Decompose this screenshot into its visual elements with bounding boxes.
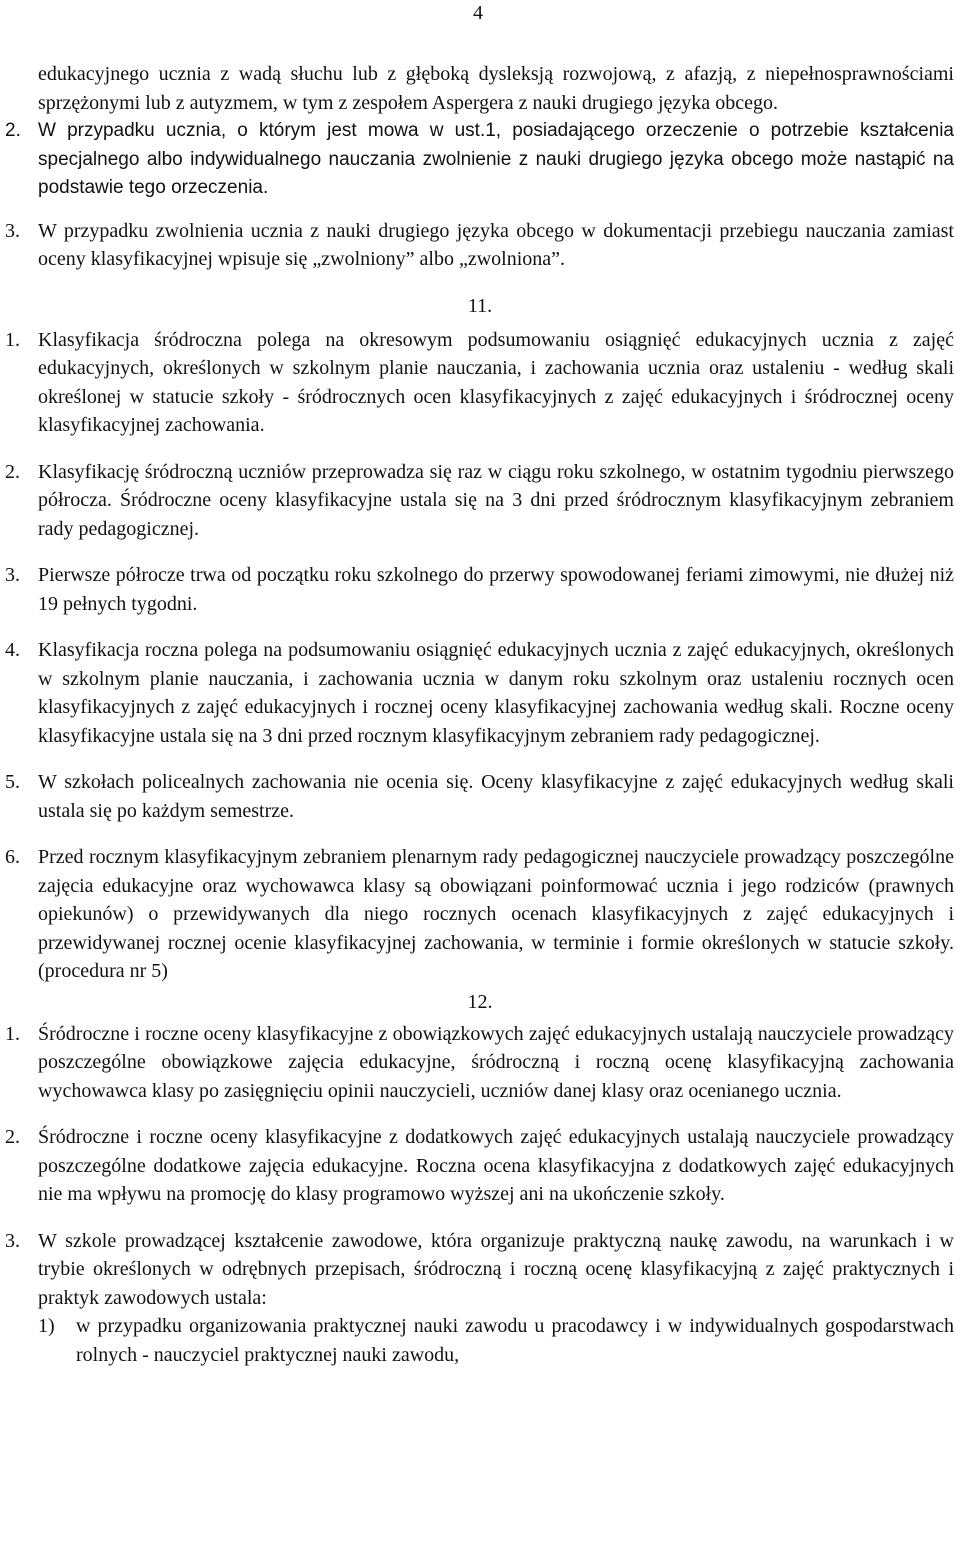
paragraph-12-2: [0, 1123, 960, 1209]
paragraph-text: Pierwsze półrocze trwa od początku roku szkolnego do przerwy spowodowanej feriami zimowymi, nie dłużej niż 19 pełnych tygodni.: [38, 564, 954, 615]
paragraph-number: 5.: [5, 771, 20, 793]
paragraph-2: [0, 117, 960, 203]
paragraph-number: 2.: [5, 120, 21, 141]
paragraph-11-2: [0, 458, 960, 544]
paragraph-text: W przypadku ucznia, o którym jest mowa w ust.1, posiadającego orzeczenie o potrzebie kształcenia specjalnego albo indywidualnego nauczania zwolnienie z nauki drugiego języka obcego może nastąpić na podstawie tego orzeczenia.: [38, 120, 954, 198]
paragraph-text: W przypadku zwolnienia ucznia z nauki drugiego języka obcego w dokumentacji przebiegu nauczania zamiast oceny klasyfikacyjnej wpisuje się „zwolniony” albo „zwolniona”.: [38, 219, 954, 270]
paragraph-11-1: [0, 326, 960, 440]
paragraph-number: 6.: [5, 846, 20, 868]
paragraph-number: 2.: [5, 460, 20, 483]
paragraph-11-5: [0, 768, 960, 825]
paragraph-12-1: [0, 1020, 960, 1106]
paragraph-text: Klasyfikację śródroczną uczniów przeprowadza się raz w ciągu roku szkolnego, w ostatnim tygodniu pierwszego półrocza. Śródroczne oceny klasyfikacyjne ustala się na 3 dni przed śródrocznym klasyfikacyjnym zebraniem rady pedagogicznej.: [38, 460, 954, 540]
section-number: 12.: [467, 990, 493, 1013]
paragraph-text: Klasyfikacja śródroczna polega na okresowym podsumowaniu osiągnięć edukacyjnych ucznia z zajęć edukacyjnych, określonych w szkolnym planie nauczania, i zachowania ucznia oraz ustaleniu - według skali określonej w statucie szkoły - śródrocznych ocen klasyfikacyjnych z zajęć edukacyjnych i śródrocznej oceny klasyfikacyjnej zachowania.: [38, 328, 954, 436]
list-item-text: w przypadku organizowania praktycznej nauki zawodu u pracodawcy i w indywidualnych gospodarstwach rolnych - nauczyciel praktycznej nauki zawodu,: [76, 1315, 954, 1366]
page-number: 4: [473, 2, 483, 24]
paragraph-text: Śródroczne i roczne oceny klasyfikacyjne z obowiązkowych zajęć edukacyjnych ustalają nauczyciele prowadzący poszczególne obowiązkowe zajęcia edukacyjne, śródroczną i roczną ocenę klasyfikacyjną zachowania wychowawca klasy po zasięgnięciu opinii nauczycieli, uczniów danej klasy oraz ocenianego ucznia.: [38, 1022, 954, 1102]
paragraph-number: 2.: [5, 1126, 20, 1148]
paragraph-11-4: [0, 636, 960, 750]
section-heading-12: [0, 988, 960, 1016]
paragraph-number: 1.: [5, 328, 20, 351]
paragraph-11-3: [0, 561, 960, 618]
paragraph-text: Przed rocznym klasyfikacyjnym zebraniem plenarnym rady pedagogicznej nauczyciele prowadzący poszczególne zajęcia edukacyjne oraz wychowawca klasy są obowiązani poinformować ucznia i jego rodziców (prawnych opiekunów) o przewidywanych dla niego rocznych ocenach klasyfikacyjnych z zajęć edukacyjnych i przewidywanej rocznej ocenie klasyfikacyjnej zachowania, w terminie i formie określonych w statucie szkoły. (procedura nr 5): [38, 846, 954, 982]
list-item-number: 1): [38, 1315, 55, 1337]
paragraph-number: 3.: [5, 564, 20, 586]
paragraph-text: Śródroczne i roczne oceny klasyfikacyjne z dodatkowych zajęć edukacyjnych ustalają nauczyciele prowadzący poszczególne dodatkowe zajęcia edukacyjne. Roczna ocena klasyfikacyjna z dodatkowych zajęć edukacyjnych nie ma wpływu na promocję do klasy programowo wyższej ani na ukończenie szkoły.: [38, 1126, 954, 1205]
paragraph-intro: [0, 60, 960, 117]
paragraph-text: W szkole prowadzącej kształcenie zawodowe, która organizuje praktyczną naukę zawodu, na warunkach i w trybie określonych w odrębnych przepisach, śródroczną i roczną ocenę klasyfikacyjną z zajęć praktycznych i praktyk zawodowych ustala:: [38, 1229, 954, 1309]
paragraph-11-6: [0, 843, 960, 986]
paragraph-text: Klasyfikacja roczna polega na podsumowaniu osiągnięć edukacyjnych ucznia z zajęć edukacyjnych, określonych w szkolnym planie nauczania, i zachowania ucznia w danym roku szkolnym oraz ustaleniu rocznych ocen klasyfikacyjnych z zajęć edukacyjnych i rocznej oceny klasyfikacyjnej zachowania według skali. Roczne oceny klasyfikacyjne ustala się na 3 dni przed rocznym klasyfikacyjnym zebraniem rady pedagogicznej.: [38, 639, 954, 747]
paragraph-number: 3.: [5, 219, 20, 242]
paragraph-number: 4.: [5, 639, 20, 661]
paragraph-3: [0, 217, 960, 274]
section-number: 11.: [467, 294, 493, 317]
paragraph-number: 3.: [5, 1229, 20, 1252]
section-heading-11: [0, 292, 960, 320]
document-body: [0, 60, 960, 1369]
paragraph-number: 1.: [5, 1022, 20, 1045]
list-item-12-3-1: [0, 1312, 960, 1369]
paragraph-text: edukacyjnego ucznia z wadą słuchu lub z głęboką dysleksją rozwojową, z afazją, z niepełnosprawnościami sprzężonymi lub z autyzmem, w tym z zespołem Aspergera z nauki drugiego języka obcego.: [38, 63, 954, 114]
paragraph-12-3: [0, 1227, 960, 1313]
paragraph-text: W szkołach policealnych zachowania nie ocenia się. Oceny klasyfikacyjne z zajęć edukacyjnych według skali ustala się po każdym semestrze.: [38, 771, 954, 822]
